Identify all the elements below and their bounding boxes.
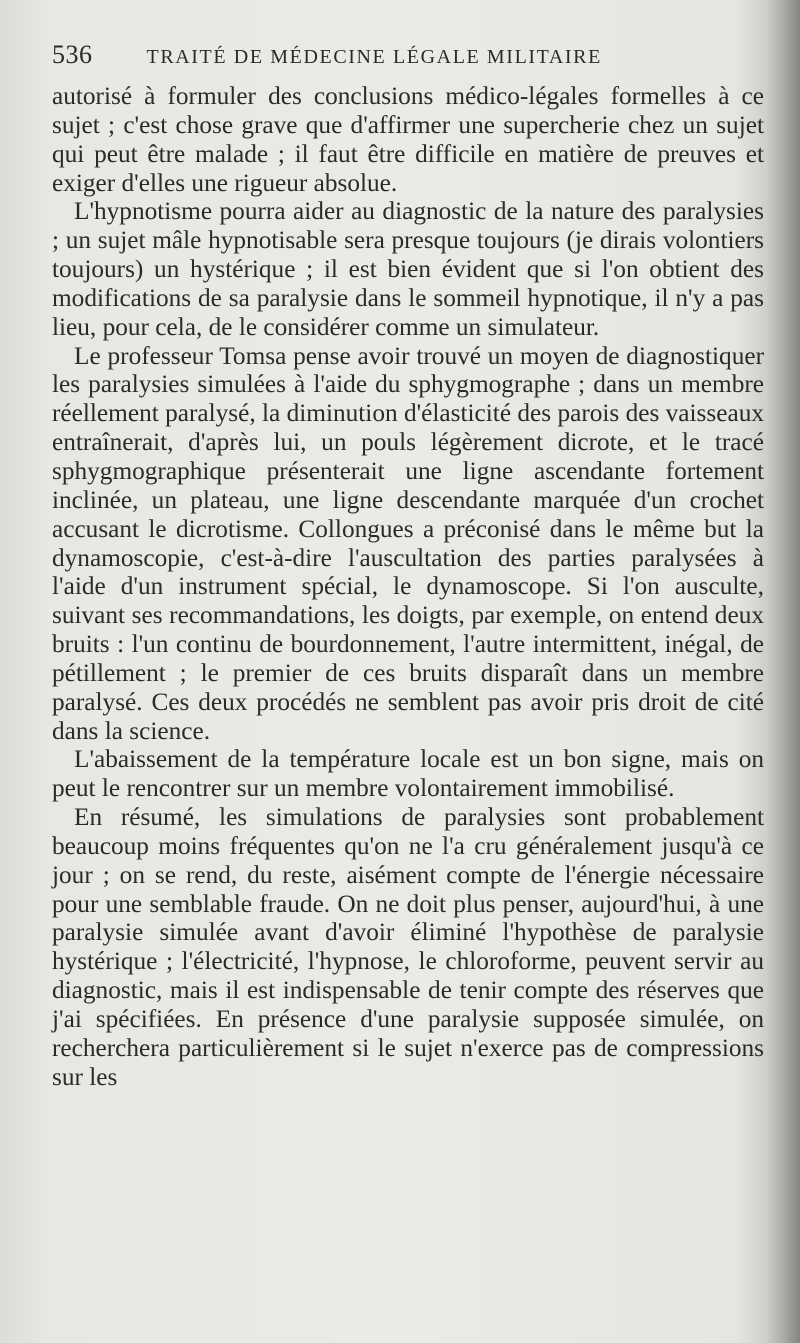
paragraph-summary: En résumé, les simulations de paralysies sont probablement beaucoup moins fréquentes qu'on ne l'a cru généralement jusqu'à ce jour ; on se rend, du reste, aisément compte de l'énergie nécessaire pour une semblable fraude. On ne doit plus penser, aujourd'hui, à une paralysie simulée avant d'avoir éliminé l'hypothèse de paralysie hystérique ; l'électricité, l'hypnose, le chloroforme, peuvent servir au diagnostic, mais il est indispensable de tenir compte des réserves que j'ai spécifiées. En présence d'une paralysie supposée simulée, on recherchera particulièrement si le sujet n'exerce pas de compressions sur les — [52, 803, 764, 1091]
page-edge-shadow — [766, 0, 800, 1343]
running-title: TRAITÉ DE MÉDECINE LÉGALE MILITAIRE — [146, 46, 602, 68]
paragraph-tomsa: Le professeur Tomsa pense avoir trouvé un moyen de diagnostiquer les paralysies simulées à l'aide du sphygmographe ; dans un membre réellement paralysé, la diminution d'élasticité des parois des vaisseaux entraînerait, d'après lui, un pouls légèrement dicrote, et le tracé sphygmographique présenterait une ligne ascendante fortement inclinée, un plateau, une ligne descendante marquée d'un crochet accusant le dicrotisme. Collongues a préconisé dans le même but la dynamoscopie, c'est-à-dire l'auscultation des parties paralysées à l'aide d'un instrument spécial, le dynamoscope. Si l'on ausculte, suivant ses recommandations, les doigts, par exemple, on entend deux bruits : l'un continu de bourdonnement, l'autre intermittent, inégal, de pétillement ; le premier de ces bruits disparaît dans un membre paralysé. Ces deux procédés ne semblent pas avoir pris droit de cité dans la science. — [52, 341, 764, 745]
page-number: 536 — [52, 40, 93, 69]
page-header — [52, 40, 764, 82]
page-body — [52, 82, 764, 1092]
paragraph-temperature: L'abaissement de la température locale est un bon signe, mais on peut le rencontrer sur un membre volontairement immobilisé. — [52, 745, 764, 803]
page-content — [52, 40, 764, 1092]
paragraph-continued: autorisé à formuler des conclusions médico-légales formelles à ce sujet ; c'est chose grave que d'affirmer une supercherie chez un sujet qui peut être malade ; il faut être difficile en matière de preuves et exiger d'elles une rigueur absolue. — [52, 82, 764, 197]
paragraph-hypnotism: L'hypnotisme pourra aider au diagnostic de la nature des paralysies ; un sujet mâle hypnotisable sera presque toujours (je dirais volontiers toujours) un hystérique ; il est bien évident que si l'on obtient des modifications de sa paralysie dans le sommeil hypnotique, il n'y a pas lieu, pour cela, de le considérer comme un simulateur. — [52, 197, 764, 341]
